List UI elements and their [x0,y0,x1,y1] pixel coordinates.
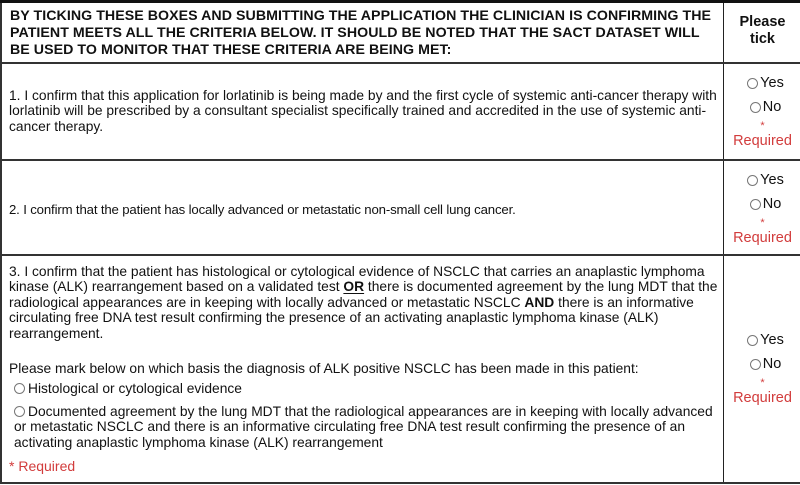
required-asterisk: * [760,217,765,229]
criterion-3-tick-cell [723,255,800,483]
required-asterisk: * [760,120,765,132]
diagnosis-option-mdt-agreement[interactable] [14,404,714,450]
criterion-3-no-option[interactable] [724,352,800,376]
criterion-3-text-part3: there is an informative circulating free DNA test result confirming the presence of an activating anaplastic lymphoma kinase (ALK) rearrangement. [9,294,694,341]
radio-button-icon[interactable] [747,175,758,186]
criterion-2-yes-option[interactable] [724,168,800,192]
criterion-3-and: AND [524,294,555,310]
header-row [0,0,800,63]
table-top-border [0,0,800,3]
criterion-row-1 [0,63,800,160]
criterion-3-text-part1: 3. I confirm that the patient has histological or cytological evidence of NSCLC that carries an anaplastic lymphoma kinase (ALK) rearrangement based on a validated test [9,264,705,295]
criterion-1-radio-group [724,71,800,150]
radio-button-icon[interactable] [14,406,25,417]
radio-button-icon[interactable] [14,383,25,394]
criterion-1-tick-cell [723,63,800,160]
required-label: Required [733,230,792,246]
criterion-2-radio-group [724,168,800,247]
criterion-1-no-option[interactable] [724,95,800,119]
radio-button-icon[interactable] [750,359,761,370]
criterion-3-radio-group [724,328,800,407]
radio-button-icon[interactable] [750,199,761,210]
row-divider [0,482,800,484]
no-label: No [762,196,782,212]
radio-button-icon[interactable] [747,335,758,346]
option-label: Documented agreement by the lung MDT that the radiological appearances are in keeping with locally advanced or metastatic NSCLC and there is an informative circulating free DNA test result confirming the presence of an activating anaplastic lymphoma kinase (ALK) rearrangement [14,404,713,450]
criterion-3-text-part2: there is documented agreement by the lung MDT that the radiological appearances are in keeping with locally advanced or metastatic NSCLC [9,279,718,310]
radio-button-icon[interactable] [747,78,758,89]
required-asterisk: * [760,377,765,389]
diagnosis-required-label: * Required [9,458,76,474]
criterion-row-3 [0,255,800,483]
yes-label: Yes [760,75,784,91]
yes-label: Yes [760,172,784,188]
row-divider [0,159,800,161]
criterion-3-or: OR [343,279,365,295]
required-label: Required [733,133,792,149]
no-label: No [762,99,782,115]
criterion-row-2 [0,160,800,255]
criterion-1-text-cell [0,63,723,160]
required-label: Required [733,390,792,406]
criterion-1-yes-option[interactable] [724,71,800,95]
criterion-2-text-cell [0,160,723,255]
criterion-3-text [9,264,721,341]
no-label: No [762,356,782,372]
radio-button-icon[interactable] [750,102,761,113]
diagnosis-option-histological[interactable] [14,381,714,396]
please-tick-heading [724,14,800,48]
please-tick-line1: Please [739,14,786,30]
criterion-1-text: 1. I confirm that this application for lorlatinib is being made by and the first cycle of systemic anti-cancer therapy with lorlatinib will be prescribed by a consultant specialist specifically trained and accredited in the use of systemic anti-cancer therapy. [9,88,717,134]
header-instruction: BY TICKING THESE BOXES AND SUBMITTING THE APPLICATION THE CLINICIAN IS CONFIRMING THE PATIENT MEETS ALL THE CRITERIA BELOW. IT SHOULD BE NOTED THAT THE SACT DATASET WILL BE USED TO MONITOR THAT THESE CRITERIA ARE BEING MET: [10,8,712,58]
diagnosis-basis-question: Please mark below on which basis the diagnosis of ALK positive NSCLC has been made in this patient: [9,361,639,376]
please-tick-line2: tick [750,31,775,47]
criterion-2-text: 2. I confirm that the patient has locally advanced or metastatic non-small cell lung cancer. [9,202,516,217]
header-instruction-cell [0,0,723,63]
criterion-3-text-cell [0,255,723,483]
criterion-3-yes-option[interactable] [724,328,800,352]
yes-label: Yes [760,332,784,348]
option-label: Histological or cytological evidence [28,381,242,396]
criterion-2-tick-cell [723,160,800,255]
row-divider [0,62,800,64]
header-tick-cell [723,0,800,63]
criterion-2-no-option[interactable] [724,192,800,216]
row-divider [0,254,800,256]
